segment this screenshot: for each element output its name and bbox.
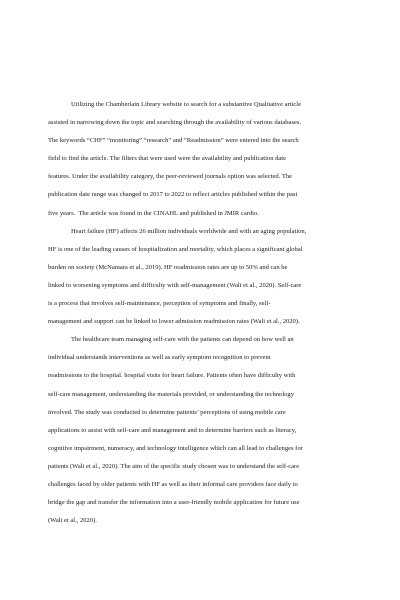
paragraph-search-strategy: Utilizing the Chamberlain Library website to search for a substantive Qualitative article assisted in narrowing down the topic and searching through the availability of various databases. The keywords “CHF” “monitoring” “research” and “Readmission” were entered into the search field to find the article. The filters that were used were the availability and publication date features. Under the availability category, the peer-reviewed journals option was selected. The publication date range was changed to 2017 to 2022 to reflect articles published within the past five years. The article was found in the CINAHL and published in JMIR cardio. <box>48 101 302 217</box>
document-body <box>48 96 353 530</box>
paragraph-heart-failure-background: Heart failure (HF) affects 26 million individuals worldwide and with an aging population, HF is one of the leading causes of hospitalization and mortality, which places a significant global burden on society (McNamara et al., 2019). HF readmission rates are up to 50% and can be linked to worsening symptoms and difficulty with self-management (Wali et al., 2020). Self-care is a process that involves self-maintenance, perception of symptoms and finally, self- management and support can be linked to lower admission readmission rates (Wali et al., 2020). <box>48 227 307 326</box>
paragraph-self-care-study-aim: The healthcare team managing self-care with the patients can depend on how well an individual understands interventions as well as early symptom recognition to prevent readmissions to the hospital. hospital visits for heart failure. Patients often have difficulty with self-care management, understanding the materials provided, or understanding the technology involved. The study was conducted to determine patients’ perceptions of using mobile care applications to assist with self-care and management and to determine barriers such as literacy, cognitive impairment, numeracy, and technology intelligence which can all lead to challenges for patients (Wali et al., 2020). The aim of the specific study chosen was to understand the self-care challenges faced by older patients with HF as well as their informal care providers face daily to bridge the gap and transfer the information into a user-friendly mobile application for future use (Wali et al., 2020). <box>48 336 303 525</box>
